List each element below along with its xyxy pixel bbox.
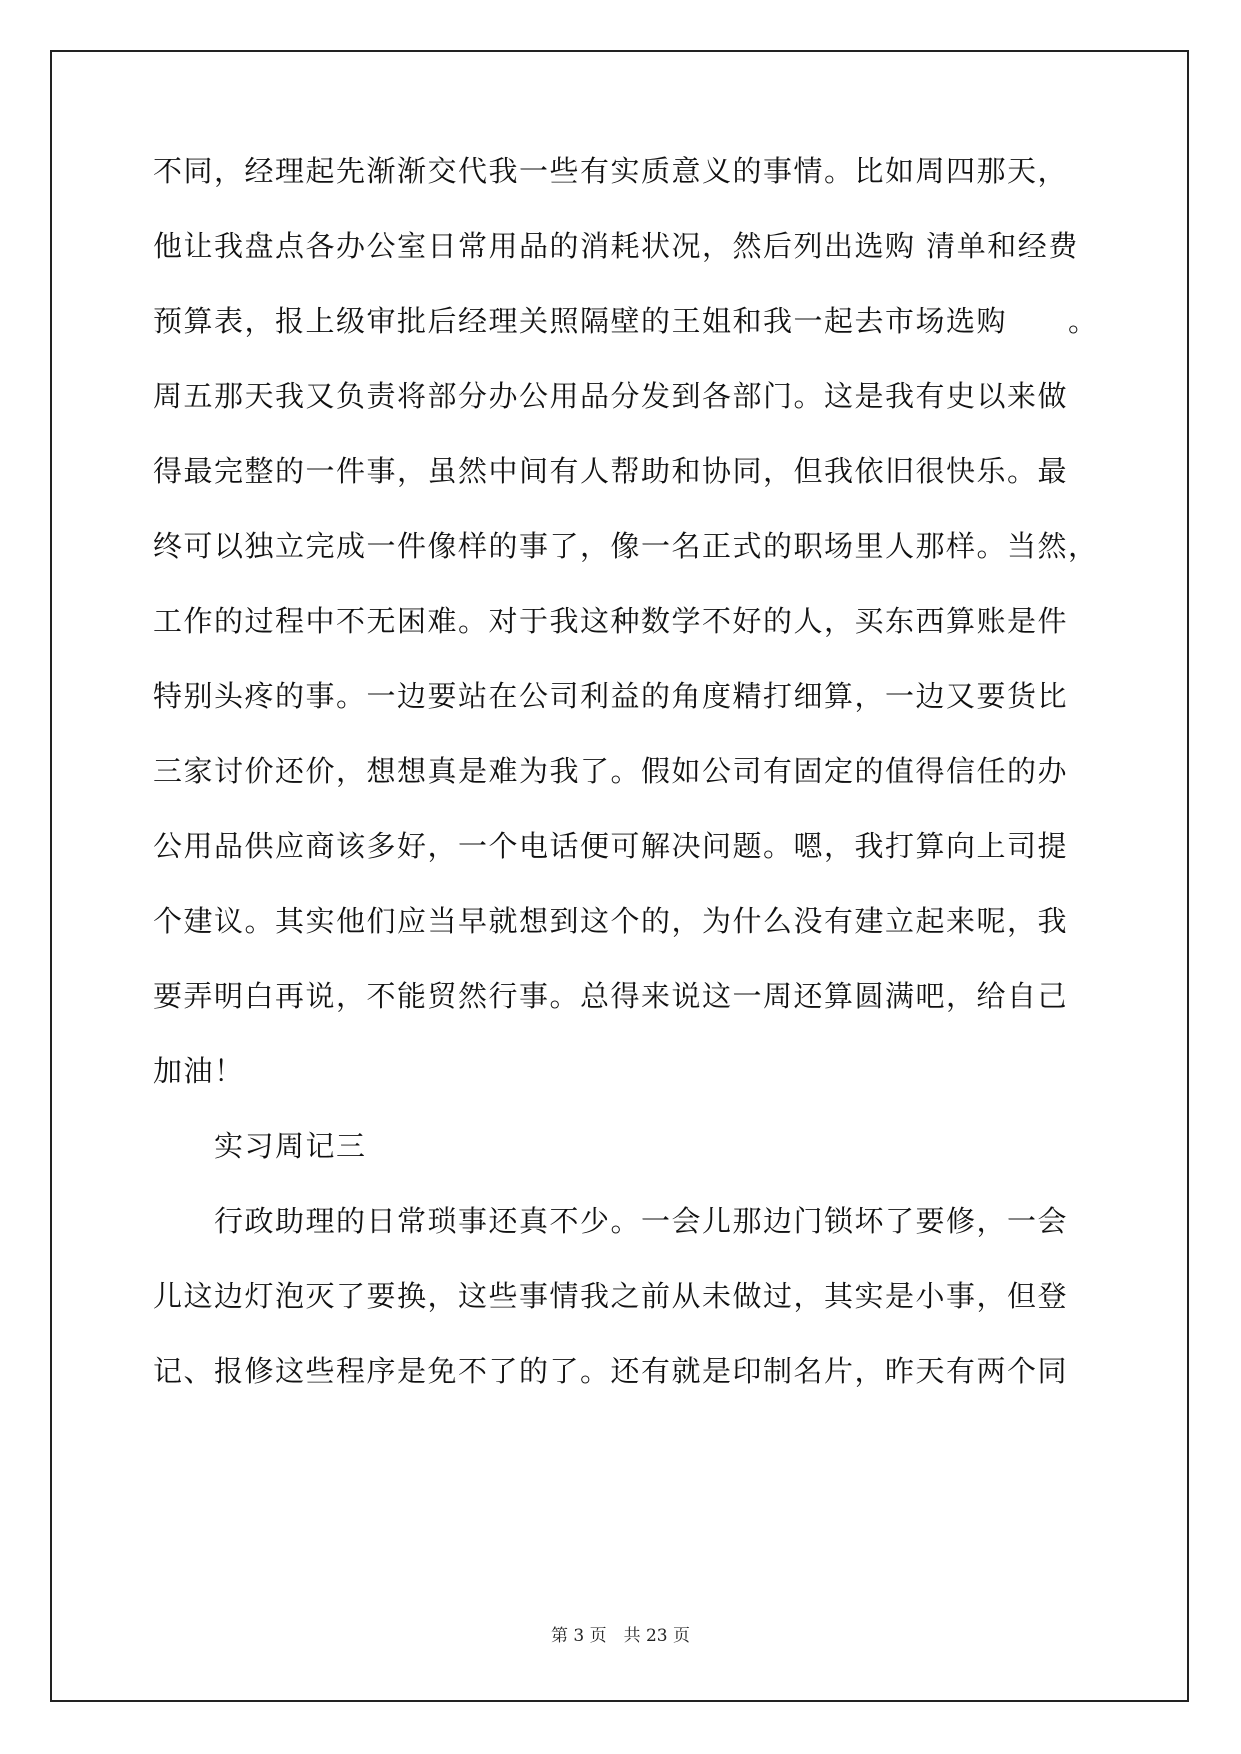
paragraph-line: 行政助理的日常琐事还真不少。一会儿那边门锁坏了要修，一会: [153, 1204, 1069, 1238]
page-border: [50, 50, 1189, 1702]
paragraph-line: 他让我盘点各办公室日常用品的消耗状况，然后列出选购 清单和经费: [153, 229, 1079, 263]
paragraph-line: 三家讨价还价，想想真是难为我了。假如公司有固定的值得信任的办: [153, 754, 1069, 788]
paragraph-line: 要弄明白再说，不能贸然行事。总得来说这一周还算圆满吧，给自己: [153, 979, 1069, 1013]
paragraph-line: 公用品供应商该多好，一个电话便可解决问题。嗯，我打算向上司提: [153, 829, 1069, 863]
paragraph-line: 特别头疼的事。一边要站在公司利益的角度精打细算，一边又要货比: [153, 679, 1069, 713]
paragraph-line: 加油！: [153, 1054, 245, 1088]
paragraph-line: 预算表，报上级审批后经理关照隔壁的王姐和我一起去市场选购 。: [153, 304, 1099, 338]
page-number-footer: 第 3 页 共 23 页: [550, 1626, 691, 1646]
paragraph-line: 工作的过程中不无困难。对于我这种数学不好的人，买东西算账是件: [153, 604, 1069, 638]
paragraph-line: 儿这边灯泡灭了要换，这些事情我之前从未做过，其实是小事，但登: [153, 1279, 1069, 1313]
paragraph-line: 记、报修这些程序是免不了的了。还有就是印制名片，昨天有两个同: [153, 1354, 1069, 1388]
paragraph-line: 得最完整的一件事，虽然中间有人帮助和协同，但我依旧很快乐。最: [153, 454, 1069, 488]
paragraph-line: 不同，经理起先渐渐交代我一些有实质意义的事情。比如周四那天，: [153, 154, 1069, 188]
paragraph-line: 个建议。其实他们应当早就想到这个的，为什么没有建立起来呢，我: [153, 904, 1069, 938]
paragraph-line: 周五那天我又负责将部分办公用品分发到各部门。这是我有史以来做: [153, 379, 1069, 413]
section-heading: 实习周记三: [153, 1129, 367, 1163]
paragraph-line: 终可以独立完成一件像样的事了，像一名正式的职场里人那样。当然，: [153, 529, 1099, 563]
